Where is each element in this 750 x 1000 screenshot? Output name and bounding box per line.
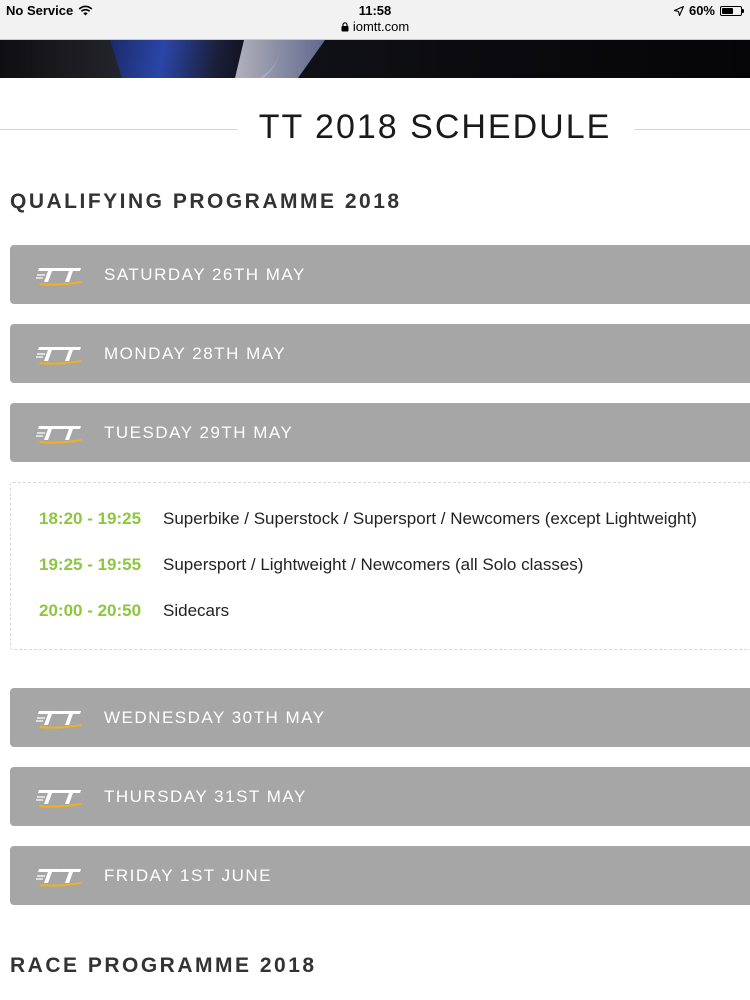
race-heading: RACE PROGRAMME 2018 <box>10 954 317 977</box>
qualifying-heading: QUALIFYING PROGRAMME 2018 <box>10 190 402 213</box>
day-label: WEDNESDAY 30TH MAY <box>104 707 326 727</box>
schedule-row <box>39 601 229 621</box>
day-label: MONDAY 28TH MAY <box>104 343 287 363</box>
page-title-row <box>0 108 750 152</box>
day-accordion-wednesday[interactable] <box>10 688 750 747</box>
title-divider-left <box>0 129 238 130</box>
tt-logo-icon <box>36 864 84 888</box>
battery-percent: 60% <box>688 3 715 18</box>
battery-icon <box>720 6 742 16</box>
day-accordion-monday[interactable] <box>10 324 750 383</box>
day-accordion-saturday[interactable] <box>10 245 750 304</box>
lock-icon <box>341 22 349 32</box>
session-classes: Superbike / Superstock / Supersport / Newcomers (except Lightweight) <box>163 509 697 528</box>
title-divider-right <box>634 129 750 130</box>
hero-image <box>0 40 750 78</box>
day-label: FRIDAY 1ST JUNE <box>104 865 272 885</box>
tt-logo-icon <box>36 342 84 366</box>
day-label: TUESDAY 29TH MAY <box>104 422 294 442</box>
session-classes: Supersport / Lightweight / Newcomers (all Solo classes) <box>163 555 584 574</box>
address-bar[interactable] <box>0 19 750 34</box>
tt-logo-icon <box>36 421 84 445</box>
carrier-label: No Service <box>6 3 74 18</box>
day-accordion-thursday[interactable] <box>10 767 750 826</box>
session-classes: Sidecars <box>163 601 230 620</box>
session-time: 20:00 - 20:50 <box>39 601 142 620</box>
status-right <box>674 3 742 18</box>
clock: 11:58 <box>358 3 392 18</box>
page-title: TT 2018 SCHEDULE <box>258 108 612 146</box>
day-label: THURSDAY 31ST MAY <box>104 786 307 806</box>
tt-logo-icon <box>36 263 84 287</box>
session-time: 19:25 - 19:55 <box>39 555 142 574</box>
url-text: iomtt.com <box>352 19 410 34</box>
battery-level <box>722 8 733 14</box>
day-label: SATURDAY 26TH MAY <box>104 264 306 284</box>
schedule-row <box>39 555 583 575</box>
day-accordion-friday[interactable] <box>10 846 750 905</box>
session-time: 18:20 - 19:25 <box>39 509 142 528</box>
tt-logo-icon <box>36 785 84 809</box>
tt-logo-icon <box>36 706 84 730</box>
day-accordion-tuesday[interactable] <box>10 403 750 462</box>
schedule-row <box>39 509 697 529</box>
status-bar <box>0 0 750 40</box>
location-arrow-icon <box>674 6 684 16</box>
tuesday-schedule-panel <box>10 482 750 650</box>
